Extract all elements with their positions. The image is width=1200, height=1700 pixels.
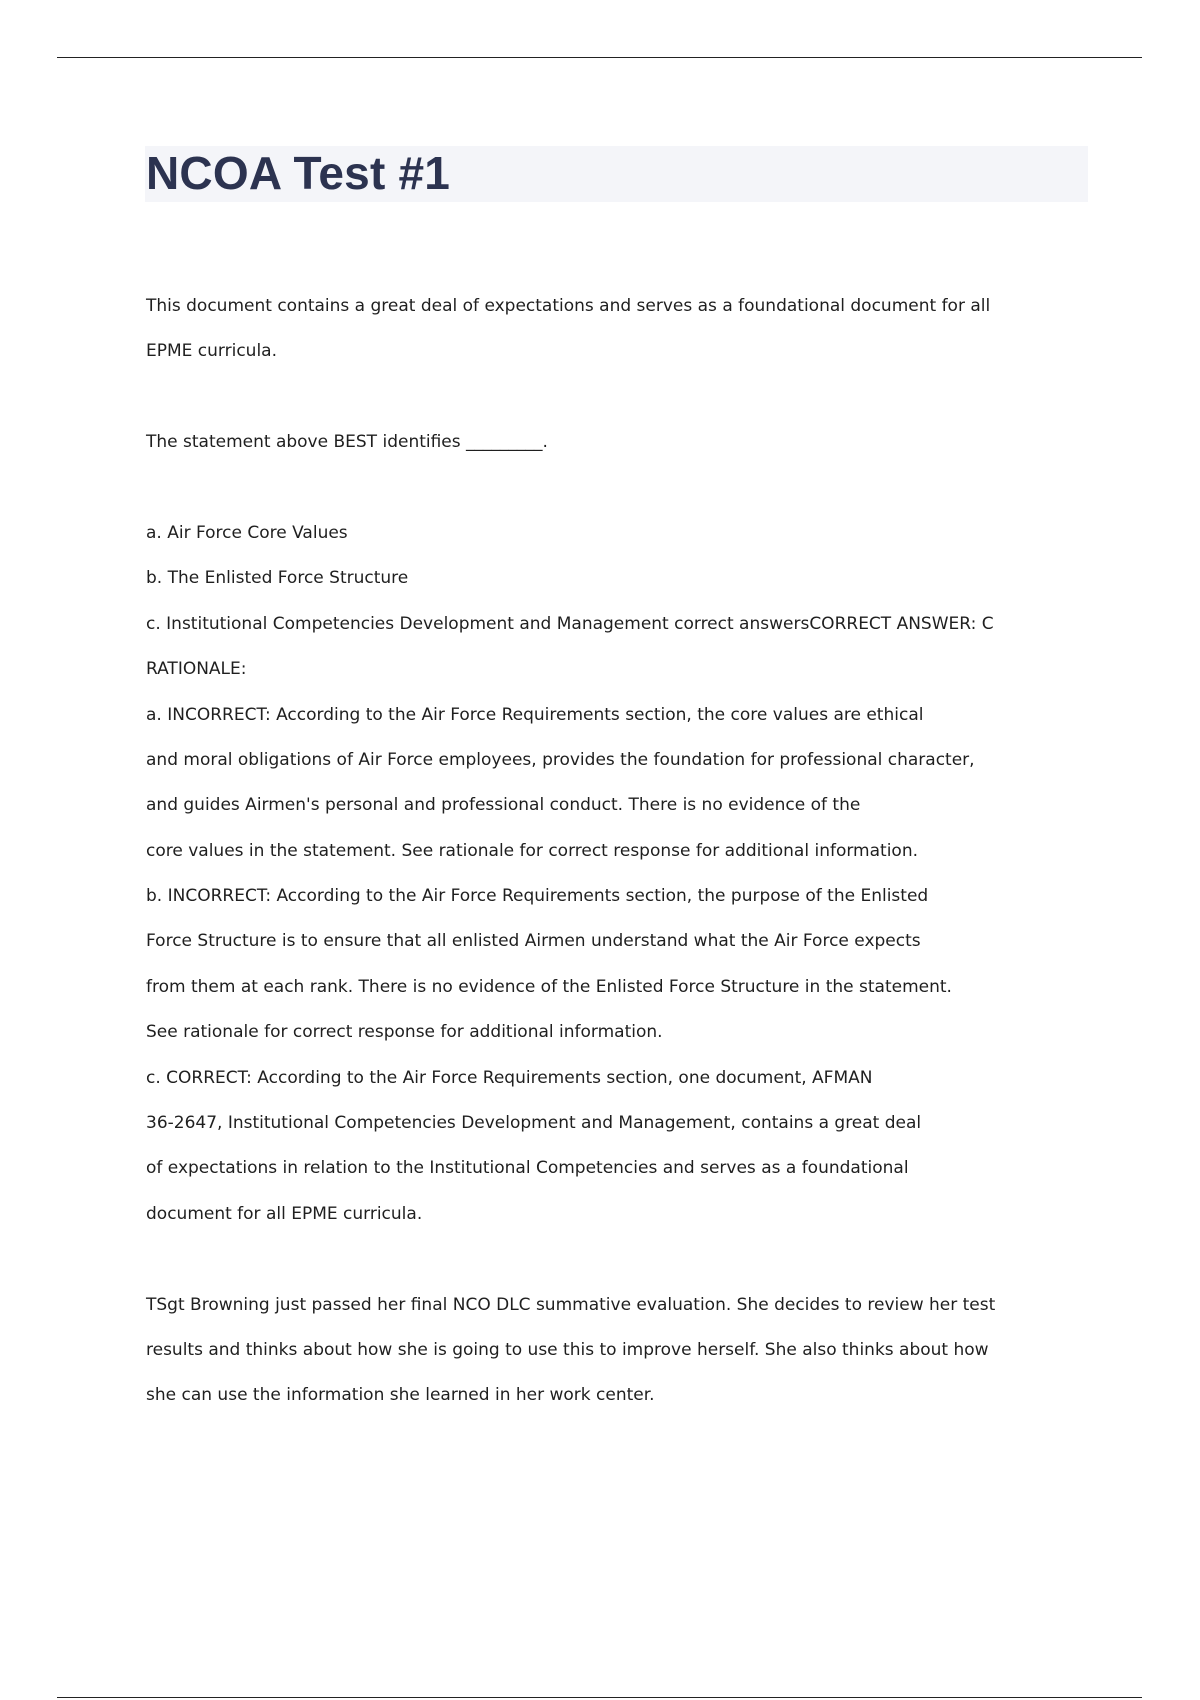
rationale-line: Force Structure is to ensure that all enlisted Airmen understand what the Air Force expects <box>146 931 921 952</box>
top-rule <box>57 57 1142 58</box>
document-body <box>146 284 1096 1419</box>
question1-stem-line: This document contains a great deal of expectations and serves as a foundational document for all <box>146 296 991 316</box>
rationale-line: and moral obligations of Air Force employees, provides the foundation for professional character, <box>146 749 975 770</box>
question2-stem-line: she can use the information she learned in her work center. <box>146 1385 655 1406</box>
rationale-line: See rationale for correct response for additional information. <box>146 1022 663 1043</box>
rationale-line: a. INCORRECT: According to the Air Force Requirements section, the core values are ethical <box>146 704 924 725</box>
rationale-line: document for all EPME curricula. <box>146 1203 423 1224</box>
question2-stem-line: results and thinks about how she is going to use this to improve herself. She also thinks about how <box>146 1339 989 1360</box>
bottom-rule <box>57 1697 1142 1698</box>
document-title: NCOA Test #1 <box>146 147 451 199</box>
paragraph-gap <box>146 375 1096 420</box>
rationale-label: RATIONALE: <box>146 659 247 680</box>
rationale-line: c. CORRECT: According to the Air Force Requirements section, one document, AFMAN <box>146 1067 873 1088</box>
question1-option-b: b. The Enlisted Force Structure <box>146 568 409 589</box>
question1-prompt: The statement above BEST identifies _________. <box>146 432 548 453</box>
question2-stem-line: TSgt Browning just passed her final NCO DLC summative evaluation. She decides to review her test <box>146 1294 996 1315</box>
paragraph-gap <box>146 1237 1096 1282</box>
question1-option-a: a. Air Force Core Values <box>146 522 348 543</box>
rationale-line: 36-2647, Institutional Competencies Development and Management, contains a great deal <box>146 1113 922 1134</box>
rationale-line: and guides Airmen's personal and professional conduct. There is no evidence of the <box>146 795 861 816</box>
question1-stem-line: EPME curricula. <box>146 341 277 362</box>
question1-option-c: c. Institutional Competencies Development and Management correct answersCORRECT ANSWER: C <box>146 613 994 634</box>
rationale-line: core values in the statement. See rationale for correct response for additional information. <box>146 840 918 861</box>
rationale-line: of expectations in relation to the Institutional Competencies and serves as a foundational <box>146 1158 909 1179</box>
rationale-line: from them at each rank. There is no evidence of the Enlisted Force Structure in the statement. <box>146 976 952 997</box>
rationale-line: b. INCORRECT: According to the Air Force Requirements section, the purpose of the Enlisted <box>146 886 929 907</box>
paragraph-gap <box>146 466 1096 511</box>
